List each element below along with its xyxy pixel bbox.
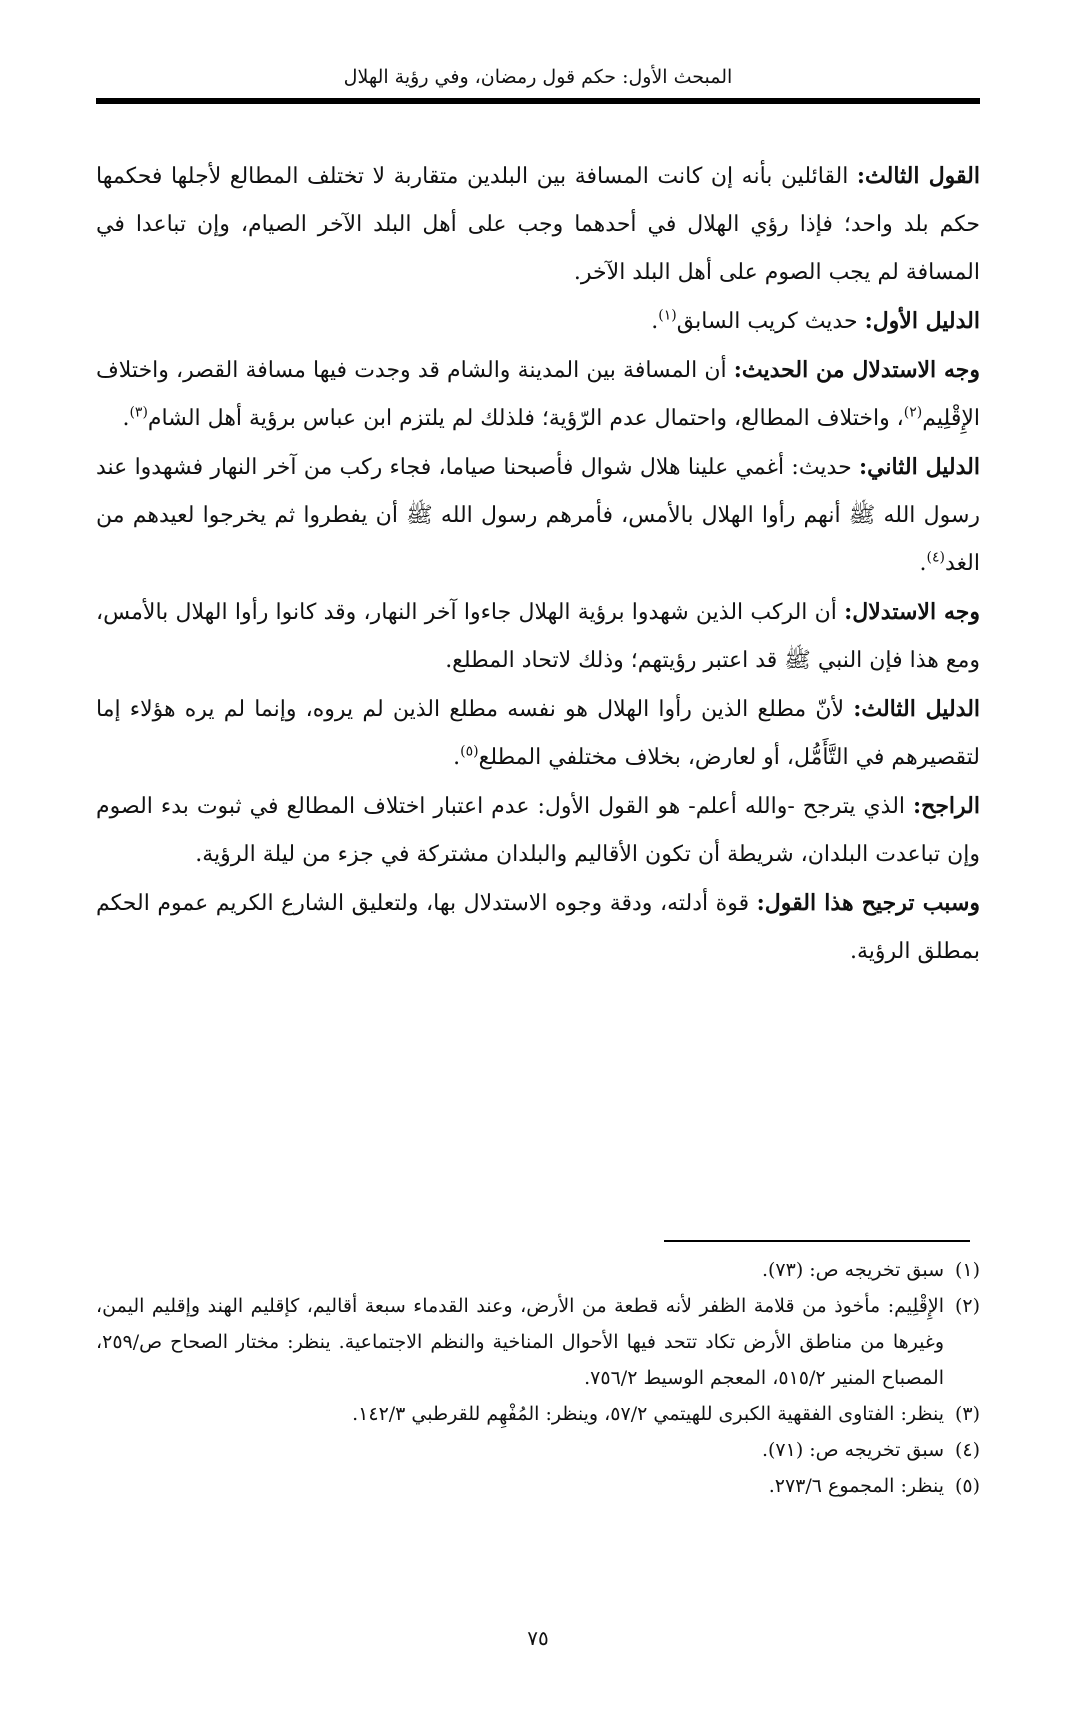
footnote-3	[96, 1396, 980, 1432]
paragraph-text: ، واختلاف المطالع، واحتمال عدم الرّؤية؛ فلذلك لم يلتزم ابن عباس برؤية أهل الشام	[147, 406, 904, 431]
paragraph-text: أن الركب الذين شهدوا برؤية الهلال جاءوا آخر النهار، وقد كانوا رأوا الهلال بالأمس، ومع هذا فإن النبي ﷺ قد اعتبر رؤيتهم؛ وذلك لاتحاد المطلع.	[96, 600, 980, 673]
paragraph-lead: الدليل الثاني:	[858, 454, 980, 480]
paragraph-lead: الدليل الأول:	[864, 308, 980, 334]
page-number: ٧٥	[527, 1626, 549, 1650]
paragraph-inference-hadith	[96, 346, 980, 443]
paragraph-reason	[96, 879, 980, 976]
paragraph-text: قوة أدلته، ودقة وجوه الاستدلال بها، ولتعليق الشارع الكريم عموم الحكم بمطلق الرؤية.	[96, 891, 980, 964]
footnote-text: سبق تخريجه ص: (٧٣).	[761, 1259, 944, 1281]
paragraph-third-opinion	[96, 152, 980, 297]
paragraph-inference	[96, 588, 980, 685]
paragraph-text: .	[122, 406, 130, 431]
footnote-rule	[664, 1240, 970, 1242]
footnote-text: ينظر: المجموع ٢٧٣/٦.	[768, 1475, 944, 1497]
footnote-ref[interactable]: (٣)	[129, 404, 148, 421]
paragraph-text: .	[919, 551, 927, 576]
paragraph-text: أن المسافة بين المدينة والشام قد وجدت فيها مسافة القصر، واختلاف الإِقْلِيم	[96, 358, 980, 431]
footnote-text: الإِقْلِيم: مأخوذ من قلامة الظفر لأنه قطعة من الأرض، وعند القدماء سبعة أقاليم، كإقليم الهند وإقليم اليمن، وغيرها من مناطق الأرض تكاد تتحد فيها الأحوال المناخية والنظم الاجتماعية. ينظر: مختار الصحاح ص/٢٥٩، المصباح المنير ٥١٥/٢، المعجم الوسيط ٧٥٦/٢.	[96, 1295, 944, 1389]
header-rule	[96, 98, 980, 104]
paragraph-text: لأنّ مطلع الذين رأوا الهلال هو نفسه مطلع الذين لم يروه، وإنما لم يره هؤلاء إما لتقصيرهم في التَّأَمُّل، أو لعارض، بخلاف مختلفي المطلع	[96, 697, 980, 770]
paragraph-third-evidence	[96, 685, 980, 782]
footnote-ref[interactable]: (٤)	[926, 549, 946, 566]
footnote-ref[interactable]: (٢)	[903, 404, 923, 421]
paragraph-second-evidence	[96, 443, 980, 588]
main-text	[96, 152, 980, 976]
paragraph-first-evidence	[96, 297, 980, 346]
footnote-text: ينظر: الفتاوى الفقهية الكبرى للهيتمي ٥٧/٢، وينظر: المُفْهِم للقرطبي ١٤٢/٣.	[352, 1403, 944, 1425]
footnote-number: (٥)	[954, 1475, 980, 1497]
footnote-number: (٤)	[954, 1439, 980, 1461]
footnote-text: سبق تخريجه ص: (٧١).	[761, 1439, 944, 1461]
paragraph-lead: وجه الاستدلال:	[844, 599, 981, 625]
running-header: المبحث الأول: حكم قول رمضان، وفي رؤية الهلال	[343, 66, 733, 88]
footnote-number: (٣)	[954, 1403, 980, 1425]
paragraph-text: القائلين بأنه إن كانت المسافة بين البلدين متقاربة لا تختلف المطالع لأجلها فحكمها حكم بلد واحد؛ فإذا رؤي الهلال في أحدهما وجب على أهل البلد الآخر الصيام، وإن تباعدا في المسافة لم يجب الصوم على أهل البلد الآخر.	[96, 164, 980, 285]
footnote-ref[interactable]: (١)	[658, 307, 677, 324]
footnote-number: (١)	[954, 1259, 980, 1281]
footnote-4	[96, 1432, 980, 1468]
footnote-1	[96, 1252, 980, 1288]
paragraph-preferred	[96, 782, 980, 879]
paragraph-lead: وجه الاستدلال من الحديث:	[733, 357, 981, 383]
paragraph-text: .	[651, 309, 659, 334]
paragraph-text: .	[453, 745, 461, 770]
paragraph-text: حديث كريب السابق	[676, 309, 865, 334]
footnote-2	[96, 1288, 980, 1396]
paragraph-lead: الدليل الثالث:	[853, 696, 981, 722]
paragraph-text: الذي يترجح -والله أعلم- هو القول الأول: عدم اعتبار اختلاف المطالع في ثبوت بدء الصوم وإن تباعدت البلدان، شريطة أن تكون الأقاليم والبلدان مشتركة في جزء من ليلة الرؤية.	[96, 794, 980, 867]
footnotes	[96, 1252, 980, 1504]
footnote-number: (٢)	[954, 1295, 980, 1317]
paragraph-lead: الراجح:	[913, 793, 980, 819]
footnote-5	[96, 1468, 980, 1504]
paragraph-text: حديث: أغمي علينا هلال شوال فأصبحنا صياما، فجاء ركب من آخر النهار فشهدوا عند رسول الله ﷺ أنهم رأوا الهلال بالأمس، فأمرهم رسول الله ﷺ أن يفطروا ثم يخرجوا لعيدهم من الغد	[96, 455, 980, 576]
paragraph-lead: وسبب ترجيح هذا القول:	[756, 890, 980, 916]
paragraph-lead: القول الثالث:	[856, 163, 980, 189]
footnote-ref[interactable]: (٥)	[460, 743, 479, 760]
